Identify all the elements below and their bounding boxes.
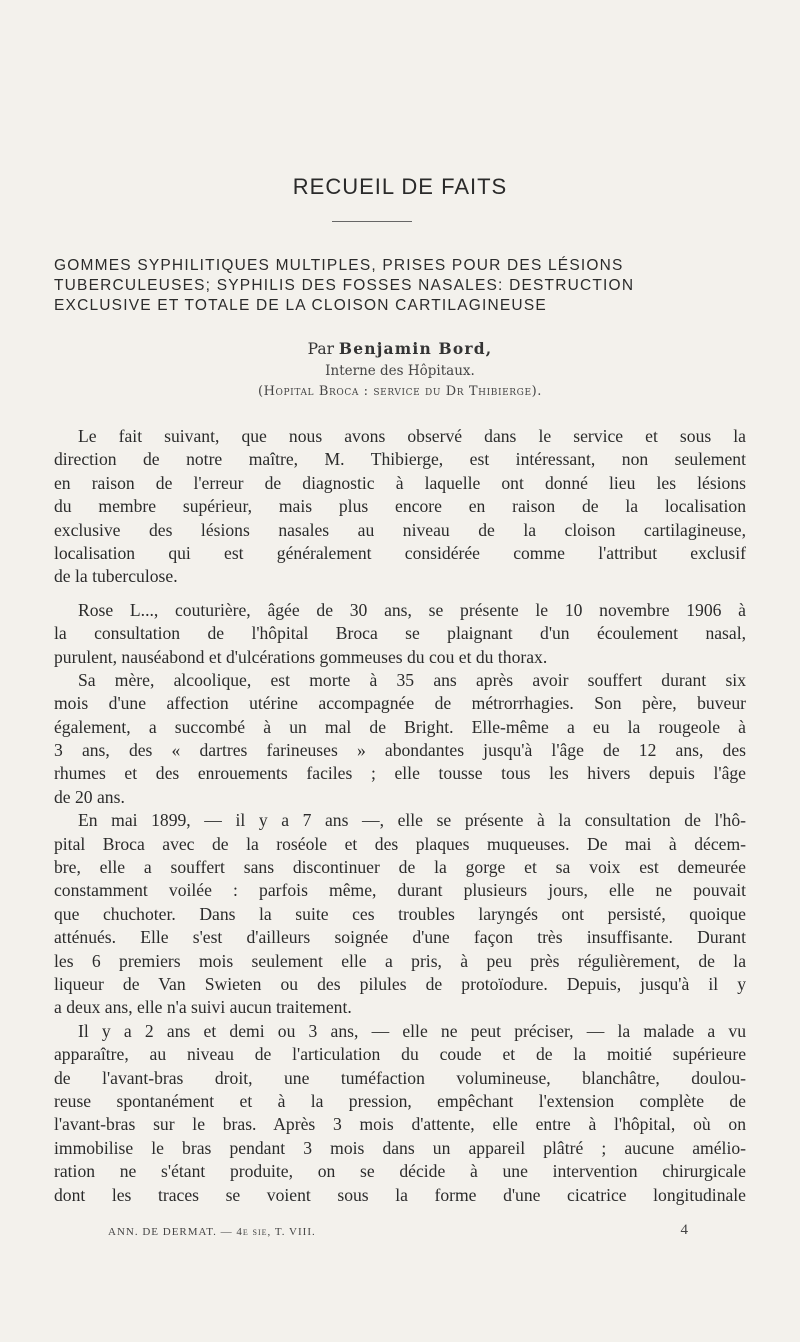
text-line: de l'avant-bras droit, une tuméfaction volumineuse, blanchâtre, doulou- <box>54 1067 746 1088</box>
text-line: les 6 premiers mois seulement elle a pris, à peu près régulièrement, de la <box>54 950 746 971</box>
text-line: reuse spontanément et à la pression, empêchant l'extension complète de <box>54 1090 746 1111</box>
byline <box>0 339 800 359</box>
text-line: localisation qui est généralement considérée comme l'attribut exclusif <box>54 542 746 563</box>
text-line: atténués. Elle s'est d'ailleurs soignée d'une façon très insuffisante. Durant <box>54 927 746 948</box>
text-line: en raison de l'erreur de diagnostic à laquelle ont donné lieu les lésions <box>54 472 746 493</box>
article-title <box>54 256 746 316</box>
page-footer <box>108 1222 688 1238</box>
text-line: que chuchoter. Dans la suite ces troubles laryngés ont persisté, quoique <box>54 903 746 924</box>
text-line: du membre supérieur, mais plus encore en raison de la localisation <box>54 496 746 517</box>
text-line: Le fait suivant, que nous avons observé dans le service et sous la <box>78 426 746 446</box>
text-line: apparaître, au niveau de l'articulation du coude et de la moitié supérieure <box>54 1044 746 1065</box>
text-line: pital Broca avec de la roséole et des plaques muqueuses. De mai à décem- <box>54 833 746 854</box>
text-line: également, a succombé à un mal de Bright. Elle-même a eu la rougeole à <box>54 716 746 737</box>
text-line: de la tuberculose. <box>54 566 178 587</box>
text-line: 3 ans, des « dartres farineuses » abondantes jusqu'à l'âge de 12 ans, des <box>54 740 746 761</box>
text-line: Il y a 2 ans et demi ou 3 ans, — elle ne peut préciser, — la malade a vu <box>78 1020 746 1041</box>
article-title-line: GOMMES SYPHILITIQUES MULTIPLES, PRISES POUR DES LÉSIONS <box>54 257 624 274</box>
hospital-service: (Hopital Broca : service du Dr Thibierge). <box>257 384 543 399</box>
title-divider <box>332 221 412 222</box>
paragraph <box>54 1020 746 1207</box>
text-line: purulent, nauséabond et d'ulcérations gommeuses du cou et du thorax. <box>54 646 548 667</box>
article-body <box>54 425 746 1207</box>
text-line: l'avant-bras sur le bras. Après 3 mois d'attente, elle entre à l'hôpital, où on <box>54 1114 746 1135</box>
article-title-line: EXCLUSIVE ET TOTALE DE LA CLOISON CARTILAGINEUSE <box>54 297 547 314</box>
author-affiliation: Interne des Hôpitaux. <box>325 363 475 379</box>
byline-prefix: Par <box>307 340 334 358</box>
text-line: Rose L..., couturière, âgée de 30 ans, se présente le 10 novembre 1906 à <box>78 599 746 620</box>
paragraph <box>54 669 746 809</box>
journal-reference: ANN. DE DERMAT. — 4e sie, T. VIII. <box>108 1226 316 1238</box>
paragraph <box>54 809 746 1020</box>
paragraph <box>54 599 746 669</box>
text-line: la consultation de l'hôpital Broca se plaignant d'un écoulement nasal, <box>54 623 746 644</box>
text-line: direction de notre maître, M. Thibierge, est intéressant, non seulement <box>54 449 746 470</box>
paragraph <box>54 425 746 589</box>
text-line: a deux ans, elle n'a suivi aucun traitement. <box>54 997 352 1018</box>
author-name: Benjamin Bord, <box>338 339 493 358</box>
text-line: immobilise le bras pendant 3 mois dans un appareil plâtré ; aucune amélio- <box>54 1137 746 1158</box>
text-line: rhumes et des enrouements faciles ; elle tousse tous les hivers depuis l'âge <box>54 763 746 784</box>
text-line: exclusive des lésions nasales au niveau de la cloison cartilagineuse, <box>54 519 746 540</box>
text-line: Sa mère, alcoolique, est morte à 35 ans après avoir souffert durant six <box>78 669 746 690</box>
article-title-line: TUBERCULEUSES; SYPHILIS DES FOSSES NASALES: DESTRUCTION <box>54 277 635 294</box>
text-line: dont les traces se voient sous la forme d'une cicatrice longitudinale <box>54 1184 746 1205</box>
text-line: ration ne s'étant produite, on se décide à une intervention chirurgicale <box>54 1161 746 1182</box>
page-number: 4 <box>680 1222 688 1238</box>
section-title: RECUEIL DE FAITS <box>292 174 508 199</box>
text-line: mois d'une affection utérine accompagnée de métrorrhagies. Son père, buveur <box>54 693 746 714</box>
text-line: bre, elle a souffert sans discontinuer de la gorge et sa voix est demeurée <box>54 857 746 878</box>
text-line: de 20 ans. <box>54 786 125 807</box>
text-line: En mai 1899, — il y a 7 ans —, elle se présente à la consultation de l'hô- <box>78 810 746 831</box>
text-line: constamment voilée : parfois même, durant plusieurs jours, elle ne pouvait <box>54 880 746 901</box>
text-line: liqueur de Van Swieten ou des pilules de protoïodure. Depuis, jusqu'à il y <box>54 973 746 994</box>
